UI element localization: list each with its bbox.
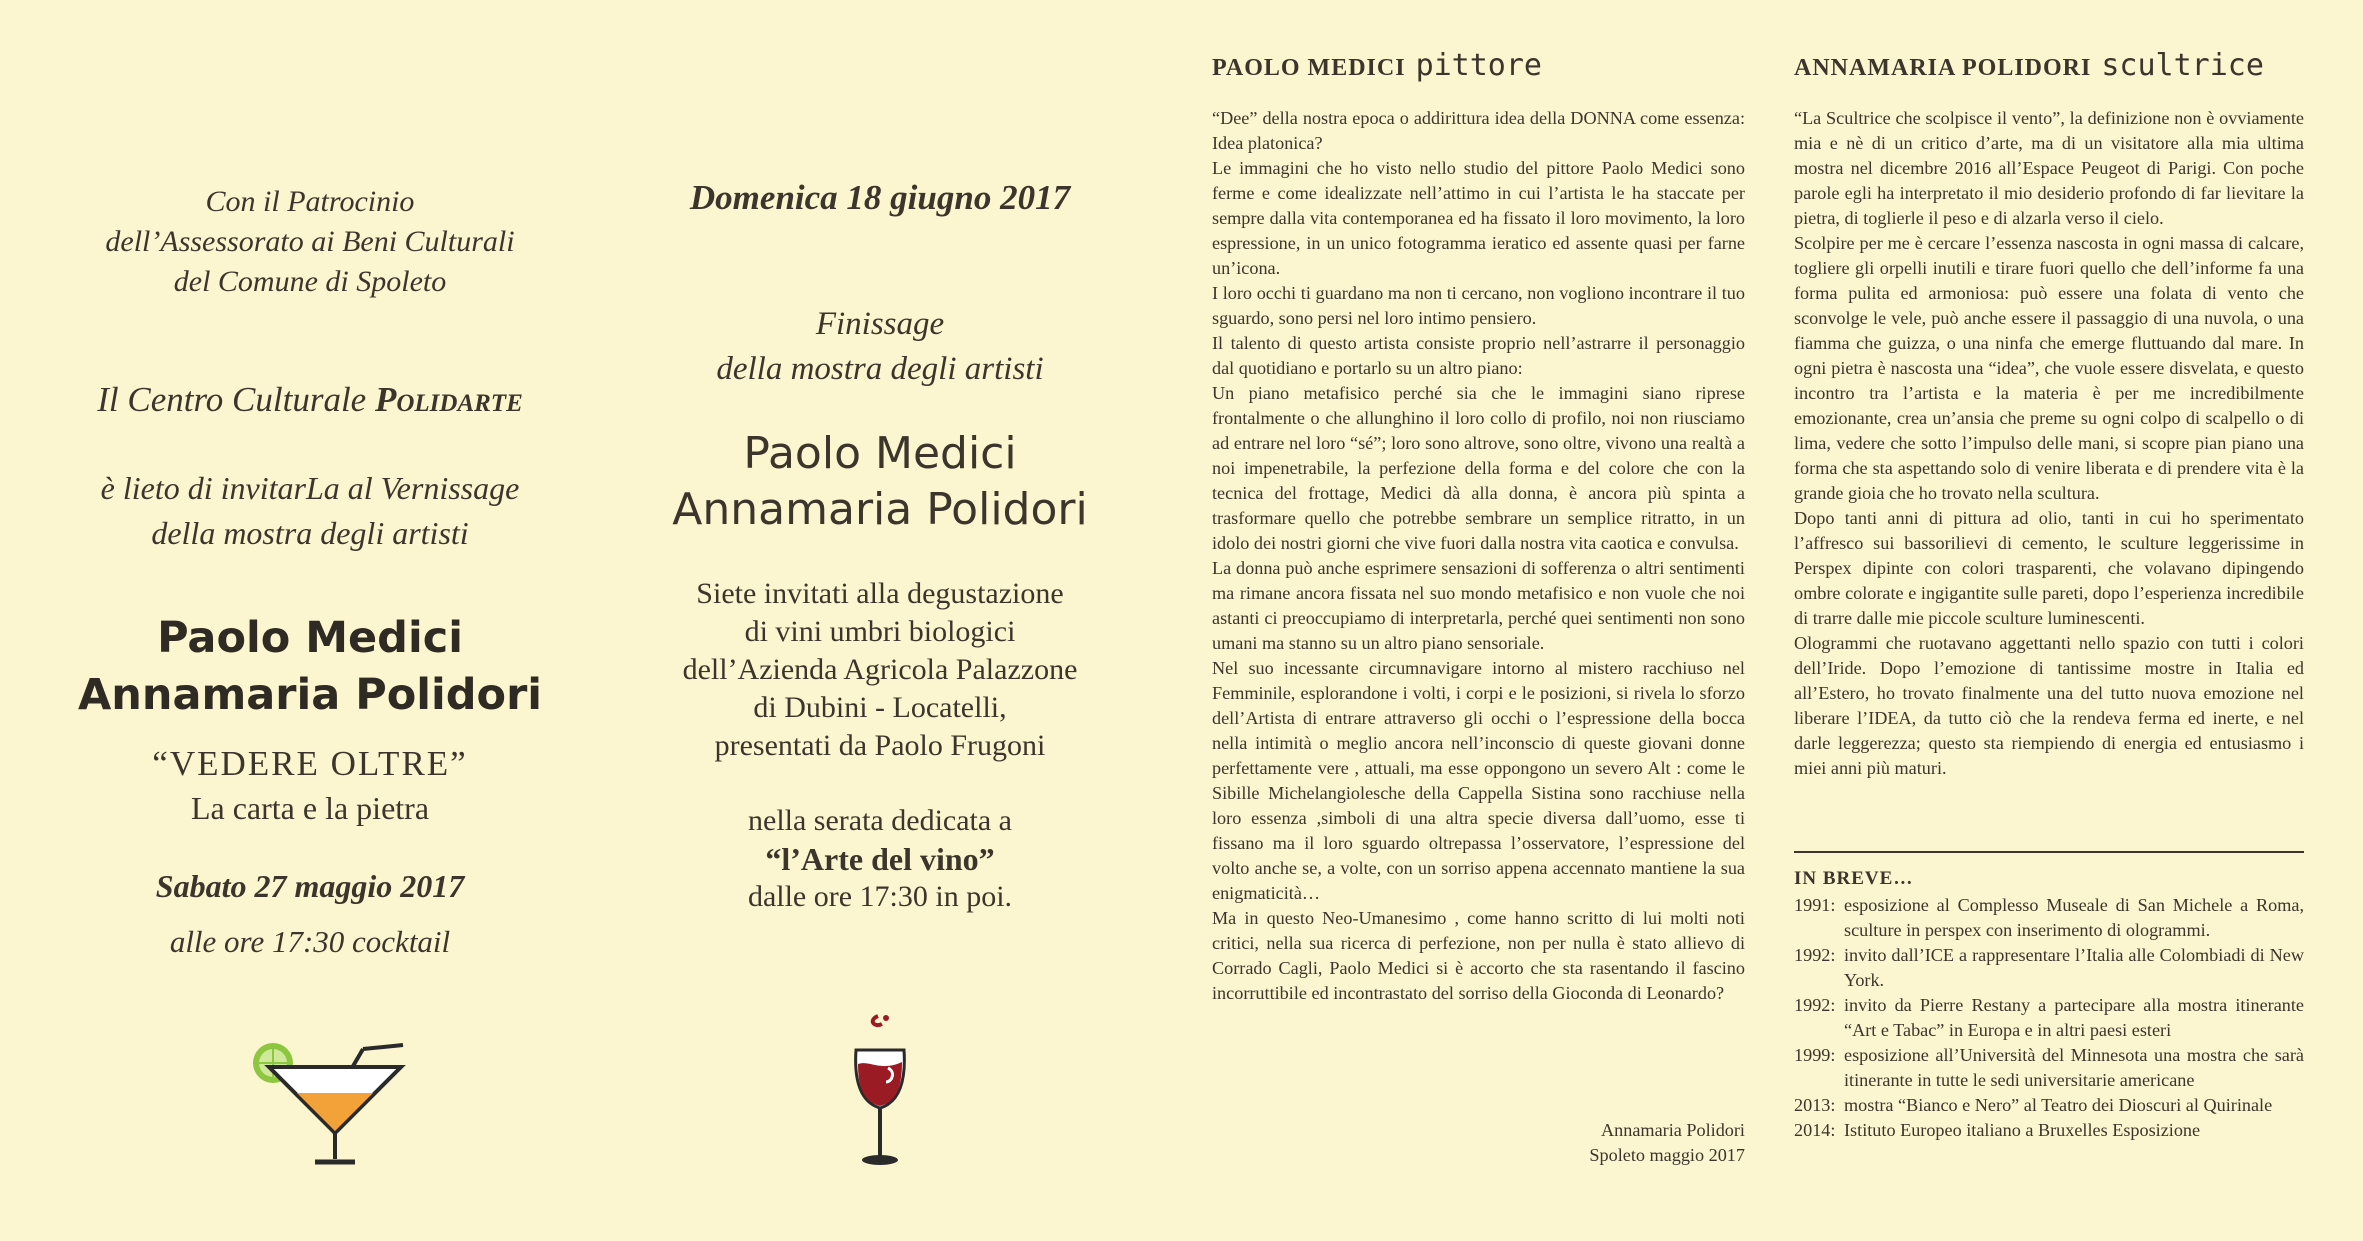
- paragraph: “La Scultrice che scolpisce il vento”, la definizione non è ovviamente mia e nè di un critico d’arte, ma di un visitatore alla mia ultima mostra nel dicembre 2016 all’Espace Peugeot di Parigi. Con poche parole egli ha interpretato il mio desiderio profondo di far lievitare la pietra, di toglierle il peso e di alzarla verso il cielo.: [1794, 108, 2304, 228]
- polidori-role: scultrice: [2101, 48, 2264, 83]
- paragraph: Ologrammi che ruotavano aggettanti nello spazio con tutti i colori dell’Iride. Dopo l’emozione di tantissime mostre in Italia ed all’Estero, ho trovato finalmente una del tutto nuova emozione nel liberare l’IDEA, da tutto ciò che la rendeva ferma ed inerte, e nel darle leggerezza; questo sta riempiendo di energia ed entusiasmo i miei anni più maturi.: [1794, 633, 2304, 778]
- list-item: 2013: mostra “Bianco e Nero” al Teatro dei Dioscuri al Quirinale: [1794, 1095, 2273, 1115]
- paragraph: Nel suo incessante circumnavigare intorno al mistero racchiuso nel Femminile, esplorandone i volti, i corpi e le posizioni, si rivela lo sforzo dell’Artista di entrare attraverso gli occhi o l’espressione della bocca nella intimità o meglio ancora nell’inconscio di queste giovani donne perfettamente vere , attuali, ma esse oppongono un severo Alt : come le Sibille Michelangiolesche della Cappella Sistina sono racchiuse nella loro essenza ,simboli di una altra specie diversa dall’uomo, esse ti fissano ma il loro sguardo oltrepassa l’osservatore, l’espressione del volto anche se, a volte, con un sorriso appena accennato mantiene la sua enigmaticità…: [1212, 658, 1745, 903]
- medici-role: pittore: [1415, 48, 1542, 83]
- in-breve-list: [1794, 893, 2304, 1143]
- paragraph: La donna può anche esprimere sensazioni di sofferenza o altri sentimenti ma rimane ancora fissata nel suo mondo metafisico e non vuole che noi astanti ci preoccupiamo di interpretarla, perché quei sentimenti non sono umani ma stanno su un altro piano sensoriale.: [1212, 558, 1745, 653]
- paragraph: Scolpire per me è cercare l’essenza nascosta in ogni massa di calcare, togliere gli orpelli inutili e tirare fuori quello che dell’informe fa una forma pulita ed armoniosa: può essere una folata di vento che sconvolge le vele, può anche essere il passaggio di una nuvola, o una fiamma che guizza, o una ninfa che emerge fluttuando dal mare. In ogni pietra è nascosta una “idea”, che vuole essere disvelata, e questo incontro tra l’artista e la materia è per me incredibilmente emozionante, crea un’ansia che preme su ogni colpo di scalpello o di lima, vedere che sotto l’impulso delle mani, si scopre pian piano una forma che sta aspettando solo di venire liberata e di prendere vita è la grande gioia che ho trovato nella scultura.: [1794, 233, 2304, 503]
- list-item: 1991: esposizione al Complesso Museale di San Michele a Roma, sculture in perspex con inserimento di ologrammi.: [1794, 895, 2304, 940]
- medici-panel: [1212, 0, 1745, 1241]
- paragraph: Il talento di questo artista consiste proprio nell’astrarre il personaggio dal quotidiano e portarlo su un altro piano:: [1212, 333, 1745, 378]
- polidori-text: [1794, 106, 2304, 781]
- signature: Annamaria Polidori Spoleto maggio 2017: [1589, 1120, 1745, 1165]
- finissage-date: Domenica 18 giugno 2017: [689, 178, 1071, 217]
- patronage-text: Con il Patrocinio dell’Assessorato ai Beni Culturali del Comune di Spoleto: [105, 185, 515, 298]
- vernissage-time: alle ore 17:30 cocktail: [169, 924, 451, 959]
- medici-heading: [1212, 48, 1542, 83]
- vernissage-invite: è lieto di invitarLa al Vernissage della mostra degli artisti: [100, 470, 520, 551]
- paragraph: Ma in questo Neo-Umanesimo , come hanno scritto di lui molti noti critici, nella sua ricerca di perfezione, non per nulla è stato allievo di Corrado Cagli, Paolo Medici si è accorto che sta rasentando il fascino incorruttibile ed incontrastato del sorriso della Gioconda di Leonardo?: [1212, 908, 1745, 1003]
- arte-del-vino: “l’Arte del vino”: [765, 841, 995, 877]
- polidori-panel: [1794, 0, 2304, 1241]
- list-item: 2014: Istituto Europeo italiano a Bruxelles Esposizione: [1794, 1120, 2201, 1140]
- list-item: 1999: esposizione all’Università del Minnesota una mostra che sarà itinerante in tutte le sedi universitarie americane: [1794, 1045, 2304, 1090]
- polidori-heading: [1794, 48, 2264, 83]
- polidarte-name: Polidarte: [374, 380, 523, 419]
- paragraph: “Dee” della nostra epoca o addirittura idea della DONNA come essenza: Idea platonica?: [1212, 108, 1745, 153]
- divider: [1794, 851, 2304, 853]
- paragraph: Un piano metafisico perché sia che le immagini siano riprese frontalmente o che allunghino il loro collo di profilo, noi non riusciamo ad entrare nel loro “sé”; loro sono altrove, sono oltre, vivono una realtà a noi impenetrabile, la perfezione della forma e del colore che con la tecnica del frottage, Medici dà alla donna, è ancora più spinta a trasformare quello che potrebbe sembrare un semplice ritratto, in un idolo dei nostri giorni che vive fuori dalla nostra vita caotica e convulsa.: [1212, 383, 1745, 553]
- exhibition-title: “VEDERE OLTRE”: [152, 744, 468, 783]
- exhibition-subtitle: La carta e la pietra: [190, 790, 430, 826]
- medici-text: [1212, 106, 1745, 1006]
- artists-names: Paolo Medici Annamaria Polidori: [77, 613, 543, 720]
- finissage-title: Finissage della mostra degli artisti: [716, 306, 1044, 387]
- paragraph: Le immagini che ho visto nello studio del pittore Paolo Medici sono ferme e come idealizzate nell’attimo in cui l’artista le ha staccate per sempre dalla vita contemporanea ed ha fissato il loro movimento, la loro espressione, in un unico fotogramma ieratico ed assente quasi per farne un’icona.: [1212, 158, 1745, 278]
- list-item: 1992: invito dall’ICE a rappresentare l’Italia alle Colombiadi di New York.: [1794, 945, 2304, 990]
- vernissage-date: Sabato 27 maggio 2017: [155, 868, 465, 904]
- vernissage-panel: [40, 0, 580, 1241]
- evening-text: nella serata dedicata a “l’Arte del vino” dalle ore 17:30 in poi.: [600, 802, 1160, 916]
- wine-glass-icon: [840, 1010, 920, 1170]
- cocktail-icon: [245, 1035, 425, 1170]
- list-item: 1992: invito da Pierre Restany a partecipare alla mostra itinerante “Art e Tabac” in Europa e in altri paesi esteri: [1794, 995, 2304, 1040]
- finissage-panel: [600, 0, 1160, 1241]
- wine-tasting-text: Siete invitati alla degustazione di vini umbri biologici dell’Azienda Agricola Palazzone di Dubini - Locatelli, presentati da Paolo Frugoni: [682, 577, 1078, 762]
- paragraph: I loro occhi ti guardano ma non ti cercano, non vogliono incontrare il tuo sguardo, sono persi nel loro intimo pensiero.: [1212, 283, 1745, 328]
- polidori-name: ANNAMARIA POLIDORI: [1794, 55, 2092, 81]
- centro-culturale-line: Il Centro Culturale Polidarte: [97, 380, 523, 419]
- medici-name: PAOLO MEDICI: [1212, 55, 1406, 81]
- artists-names-light: Paolo Medici Annamaria Polidori: [672, 428, 1088, 535]
- in-breve-title: IN BREVE…: [1794, 868, 1914, 889]
- paragraph: Dopo tanti anni di pittura ad olio, tanti in cui ho sperimentato l’affresco sui bassorilievi di cemento, le sculture leggerissime in Perspex dipinte con colori trasparenti, che volavano dipingendo ombre colorate e ingigantite sulle pareti, dopo l’esperienza incredibile di trarre dalle mie piccole sculture luminescenti.: [1794, 508, 2304, 628]
